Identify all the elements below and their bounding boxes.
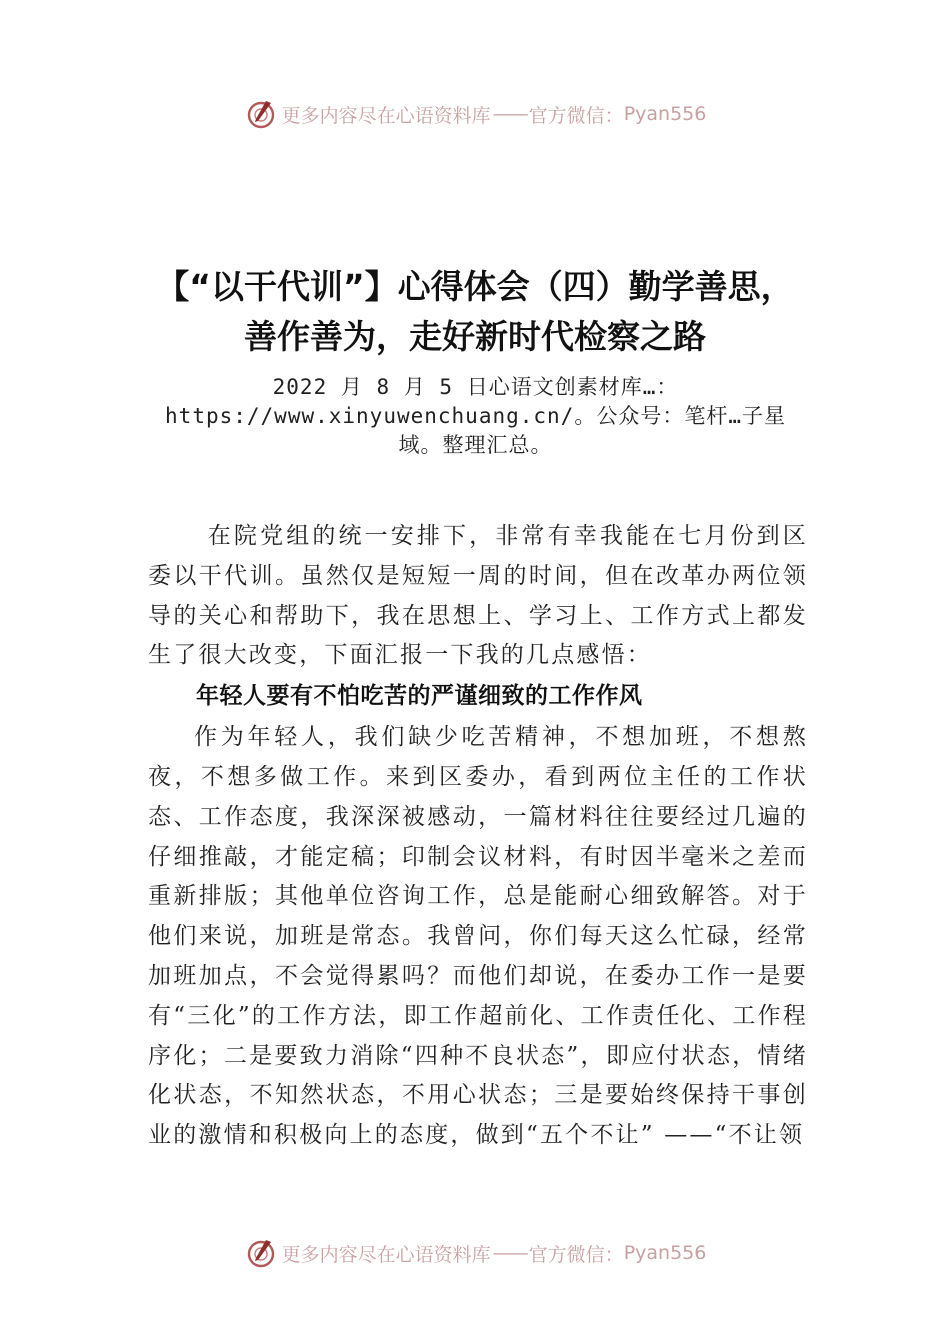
section-heading: 年轻人要有不怕吃苦的严谨细致的工作作风 xyxy=(196,683,643,710)
watermark-dash: —— xyxy=(492,103,527,125)
document-title xyxy=(120,262,830,362)
footer-watermark xyxy=(0,1233,950,1273)
watermark-text: 更多内容尽在心语资料库 xyxy=(281,104,491,127)
watermark-dash: —— xyxy=(492,1242,527,1264)
document-meta xyxy=(148,373,803,460)
title-line-2: 善作善为，走好新时代检察之路 xyxy=(244,317,706,356)
watermark-wechat-id: Pyan556 xyxy=(623,103,707,125)
pen-circle-logo-icon xyxy=(244,1236,278,1270)
meta-line-1: 2022 月 8 月 5 日心语文创素材库…： xyxy=(272,375,679,399)
header-watermark xyxy=(0,94,950,134)
document-body xyxy=(148,517,808,1156)
title-line-1: 【“以干代训”】心得体会（四）勤学善思， xyxy=(156,267,794,306)
watermark-wechat-id: Pyan556 xyxy=(623,1242,707,1264)
meta-line-3: 域。整理汇总。 xyxy=(398,433,553,457)
paragraph-intro: 在院党组的统一安排下，非常有幸我能在七月份到区委以干代训。虽然仅是短短一周的时间，但在改革办两位领导的关心和帮助下，我在思想上、学习上、工作方式上都发生了很大改变，下面汇报一下我的几点感悟： xyxy=(148,523,808,669)
watermark-text: 更多内容尽在心语资料库 xyxy=(281,1243,491,1266)
paragraph-work-style: 作为年轻人，我们缺少吃苦精神，不想加班，不想熬夜，不想多做工作。来到区委办，看到两位主任的工作状态、工作态度，我深深被感动，一篇材料往往要经过几遍的仔细推敲，才能定稿；印制会议材料，有时因半毫米之差而重新排版；其他单位咨询工作，总是能耐心细致解答。对于他们来说，加班是常态。我曾问，你们每天这么忙碌，经常加班加点，不会觉得累吗？而他们却说，在委办工作一是要有“三化”的工作方法，即工作超前化、工作责任化、工作程序化；二是要致力消除“四种不良状态”，即应付状态，情绪化状态，不知然状态，不用心状态；三是要始终保持干事创业的激情和积极向上的态度，做到“五个不让” ——“不让领 xyxy=(148,724,808,1149)
watermark-wechat-label: 官方微信： xyxy=(528,104,624,127)
pen-circle-logo-icon xyxy=(244,97,278,131)
watermark-wechat-label: 官方微信： xyxy=(528,1243,624,1266)
meta-line-2: https://www.xinyuwenchuang.cn/。公众号：笔杆…子星 xyxy=(165,404,786,428)
